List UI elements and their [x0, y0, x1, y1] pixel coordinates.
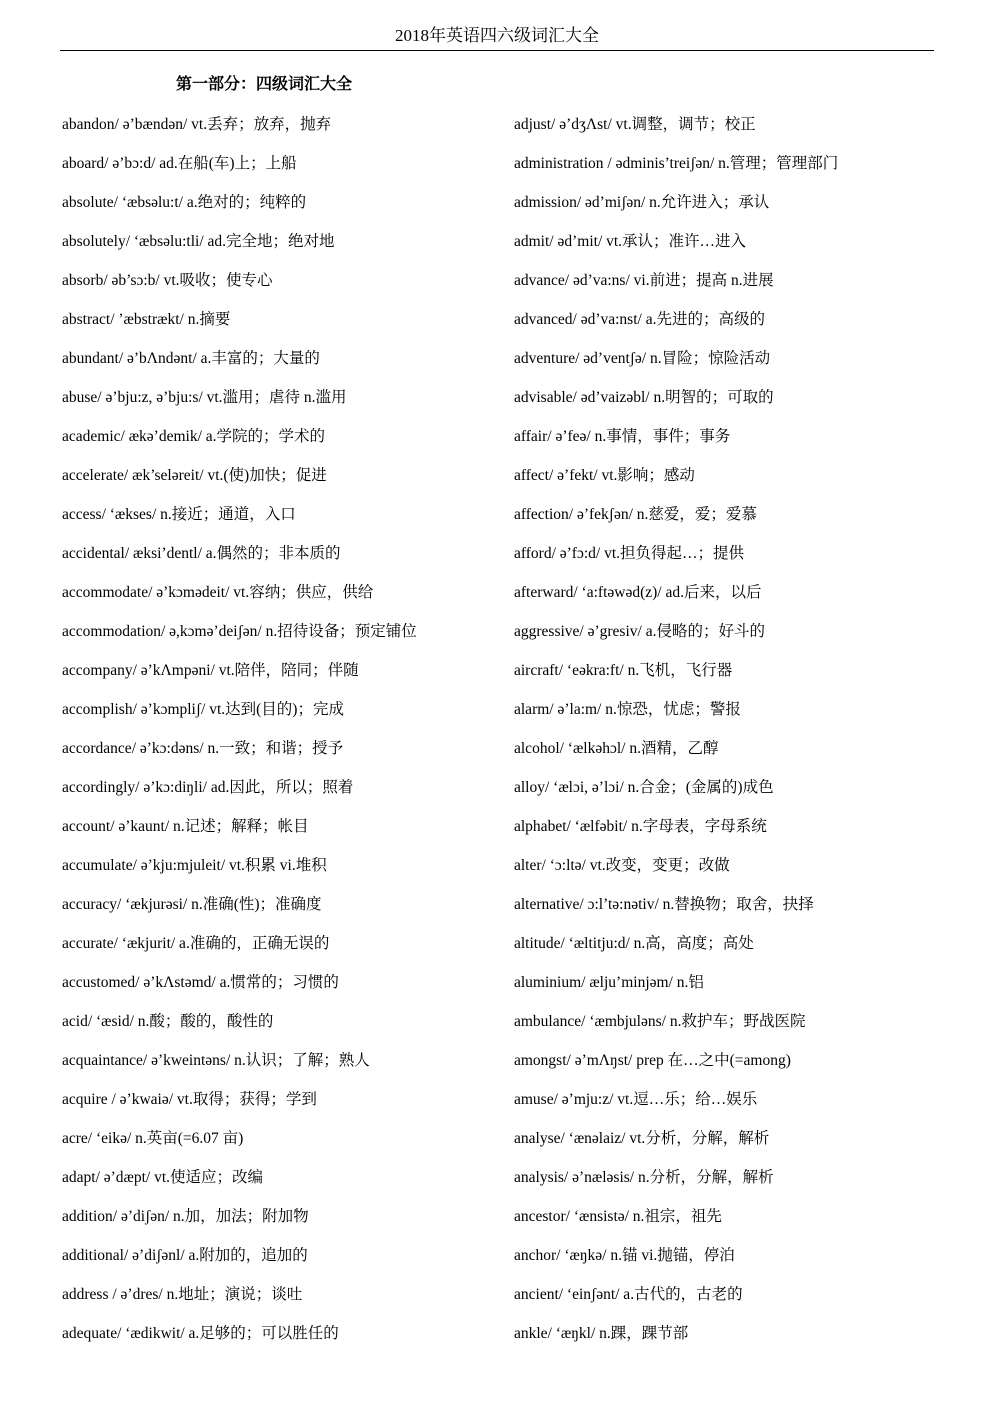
- vocab-entry: aboard/ ə’bɔ:d/ ad.在船(车)上；上船: [62, 155, 297, 173]
- vocab-entry: accustomed/ ə’kΛstəmd/ a.惯常的；习惯的: [62, 974, 339, 992]
- vocab-entry: absolute/ ‘æbsəlu:t/ a.绝对的；纯粹的: [62, 194, 307, 212]
- vocab-entry: accommodate/ ə’kɔmədeit/ vt.容纳；供应，供给: [62, 584, 374, 602]
- vocab-entry: accommodation/ ə,kɔmə’deiʃən/ n.招待设备；预定铺位: [62, 623, 417, 641]
- vocab-entry: advance/ əd’va:ns/ vi.前进；提高 n.进展: [514, 272, 774, 290]
- vocab-entry: advisable/ əd’vaizəbl/ n.明智的；可取的: [514, 389, 774, 407]
- vocab-entry: ambulance/ ‘æmbjuləns/ n.救护车；野战医院: [514, 1013, 806, 1031]
- vocab-entry: analysis/ ə’næləsis/ n.分析，分解，解析: [514, 1169, 774, 1187]
- vocab-entry: accelerate/ æk’seləreit/ vt.(使)加快；促进: [62, 467, 327, 485]
- vocab-entry: altitude/ ‘æltitju:d/ n.高，高度；高处: [514, 935, 754, 953]
- vocab-entry: accuracy/ ‘ækjurəsi/ n.准确(性)；准确度: [62, 896, 322, 914]
- vocab-entry: ancient/ ‘einʃənt/ a.古代的，古老的: [514, 1286, 743, 1304]
- vocab-entry: administration / ədminis’treiʃən/ n.管理；管理部门: [514, 155, 839, 173]
- vocab-entry: adequate/ ‘ædikwit/ a.足够的；可以胜任的: [62, 1325, 339, 1343]
- vocab-entry: additional/ ə’diʃənl/ a.附加的，追加的: [62, 1247, 308, 1265]
- vocab-entry: anchor/ ‘æŋkə/ n.锚 vi.抛锚，停泊: [514, 1247, 735, 1265]
- vocab-entry: alcohol/ ‘ælkəhɔl/ n.酒精，乙醇: [514, 740, 719, 758]
- right-column: [514, 114, 934, 1363]
- vocab-entry: ankle/ ‘æŋkl/ n.踝，踝节部: [514, 1325, 689, 1343]
- section-title: 第一部分：四级词汇大全: [176, 76, 353, 93]
- vocab-entry: acquaintance/ ə’kweintəns/ n.认识；了解；熟人: [62, 1052, 370, 1070]
- vocab-entry: accordance/ ə’kɔ:dəns/ n.一致；和谐；授予: [62, 740, 344, 758]
- vocab-entry: analyse/ ‘ænəlaiz/ vt.分析，分解，解析: [514, 1130, 770, 1148]
- page-header: 2018年英语四六级词汇大全: [395, 26, 599, 45]
- vocab-entry: alloy/ ‘ælɔi, ə’lɔi/ n.合金；(金属的)成色: [514, 779, 774, 797]
- vocab-entry: adventure/ əd’ventʃə/ n.冒险；惊险活动: [514, 350, 771, 368]
- vocab-entry: adapt/ ə’dæpt/ vt.使适应；改编: [62, 1169, 264, 1187]
- vocab-entry: aluminium/ ælju’minjəm/ n.铝: [514, 974, 704, 992]
- vocab-entry: acid/ ‘æsid/ n.酸；酸的，酸性的: [62, 1013, 274, 1031]
- vocab-entry: aircraft/ ‘eəkra:ft/ n.飞机，飞行器: [514, 662, 733, 680]
- vocab-entry: alternative/ ɔ:l’tə:nətiv/ n.替换物；取舍，抉择: [514, 896, 814, 914]
- left-column: [62, 114, 502, 1363]
- vocab-entry: admission/ əd’miʃən/ n.允许进入；承认: [514, 194, 770, 212]
- vocab-entry: amongst/ ə’mΛŋst/ prep 在…之中(=among): [514, 1052, 791, 1070]
- vocab-entry: amuse/ ə’mju:z/ vt.逗…乐；给…娱乐: [514, 1091, 758, 1109]
- vocab-entry: alphabet/ ‘ælfəbit/ n.字母表，字母系统: [514, 818, 767, 836]
- vocab-entry: afterward/ ‘a:ftəwəd(z)/ ad.后来，以后: [514, 584, 762, 602]
- vocab-entry: affect/ ə’fekt/ vt.影响；感动: [514, 467, 695, 485]
- vocab-entry: aggressive/ ə’gresiv/ a.侵略的；好斗的: [514, 623, 765, 641]
- header-rule: [60, 50, 934, 51]
- vocab-entry: absolutely/ ‘æbsəlu:tli/ ad.完全地；绝对地: [62, 233, 335, 251]
- vocab-entry: affection/ ə’fekʃən/ n.慈爱，爱；爱慕: [514, 506, 757, 524]
- vocab-entry: academic/ ækə’demik/ a.学院的；学术的: [62, 428, 326, 446]
- vocab-entry: address / ə’dres/ n.地址；演说；谈吐: [62, 1286, 303, 1304]
- vocab-entry: accidental/ æksi’dentl/ a.偶然的；非本质的: [62, 545, 341, 563]
- vocab-entry: abundant/ ə’bΛndənt/ a.丰富的；大量的: [62, 350, 320, 368]
- vocab-entry: account/ ə’kaunt/ n.记述；解释；帐目: [62, 818, 309, 836]
- vocab-entry: accordingly/ ə’kɔ:diŋli/ ad.因此，所以；照着: [62, 779, 354, 797]
- vocab-entry: alter/ ‘ɔ:ltə/ vt.改变，变更；改做: [514, 857, 730, 875]
- vocab-entry: accomplish/ ə’kɔmpliʃ/ vt.达到(目的)；完成: [62, 701, 344, 719]
- vocab-entry: accumulate/ ə’kju:mjuleit/ vt.积累 vi.堆积: [62, 857, 327, 875]
- vocab-entry: access/ ‘ækses/ n.接近；通道，入口: [62, 506, 296, 524]
- vocab-entry: abstract/ ’æbstrækt/ n.摘要: [62, 311, 231, 329]
- vocab-entry: addition/ ə’diʃən/ n.加，加法；附加物: [62, 1208, 309, 1226]
- vocab-entry: abandon/ ə’bændən/ vt.丢弃；放弃，抛弃: [62, 116, 332, 133]
- vocab-entry: alarm/ ə’la:m/ n.惊恐，忧虑；警报: [514, 701, 741, 719]
- vocab-entry: advanced/ əd’va:nst/ a.先进的；高级的: [514, 311, 765, 329]
- vocab-entry: admit/ əd’mit/ vt.承认；准许…进入: [514, 233, 747, 251]
- vocab-entry: absorb/ əb’sɔ:b/ vt.吸收；使专心: [62, 272, 273, 290]
- vocab-entry: acquire / ə’kwaiə/ vt.取得；获得；学到: [62, 1091, 317, 1109]
- vocab-entry: affair/ ə’feə/ n.事情，事件；事务: [514, 428, 731, 446]
- vocab-entry: abuse/ ə’bju:z, ə’bju:s/ vt.滥用；虐待 n.滥用: [62, 389, 347, 407]
- vocab-entry: acre/ ‘eikə/ n.英亩(=6.07 亩): [62, 1130, 244, 1148]
- vocab-entry: adjust/ ə’dʒΛst/ vt.调整，调节；校正: [514, 116, 756, 133]
- vocab-entry: accurate/ ‘ækjurit/ a.准确的，正确无误的: [62, 935, 330, 953]
- vocab-entry: ancestor/ ‘ænsistə/ n.祖宗，祖先: [514, 1208, 722, 1226]
- vocab-entry: afford/ ə’fɔ:d/ vt.担负得起…；提供: [514, 545, 745, 563]
- vocab-entry: accompany/ ə’kΛmpəni/ vt.陪伴，陪同；伴随: [62, 662, 359, 680]
